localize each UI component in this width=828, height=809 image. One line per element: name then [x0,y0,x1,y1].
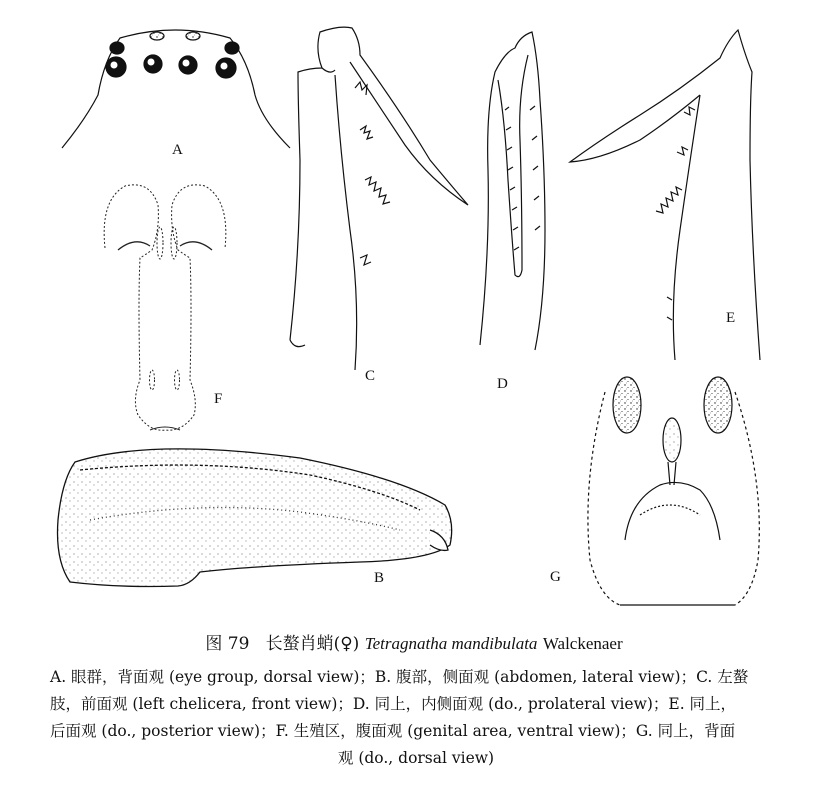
caption-line: 观 (do., dorsal view) [337,749,495,767]
caption-line: 后面观 (do., posterior view)；F. 生殖区，腹面观 (genital area, ventral view)；G. 同上，背面 [50,722,736,740]
figure-number: 图 79 [205,634,250,654]
figure-caption-title [0,632,828,656]
species-chinese-name: 长螯肖蛸(♀) [265,634,360,654]
caption-line: 肢，前面观 (left chelicera, front view)；D. 同上，内侧面观 (do., prolateral view)；E. 同上， [50,695,737,713]
figure-caption-body [50,664,782,772]
panel-c-chelicera-front [290,27,468,370]
panel-a-eye-group [62,30,290,148]
panel-label-f: F [214,391,223,407]
panel-g-genital-dorsal [588,377,759,605]
panel-label-g: G [550,569,561,585]
panel-label-d: D [497,376,508,392]
panel-b-abdomen [58,449,452,587]
panel-label-e: E [726,310,736,326]
panel-d-chelicera-prolateral [480,32,545,350]
panel-label-b: B [374,570,385,586]
eye-icon [106,32,239,78]
panel-label-c: C [365,368,376,384]
panel-f-genital-area [104,185,226,430]
species-latin-name: Tetragnatha mandibulata [364,634,538,653]
caption-line: A. 眼群，背面观 (eye group, dorsal view)；B. 腹部，侧面观 (abdomen, lateral view)；C. 左螯 [50,668,749,686]
species-author: Walckenaer [542,634,623,653]
panel-label-a: A [172,142,183,158]
